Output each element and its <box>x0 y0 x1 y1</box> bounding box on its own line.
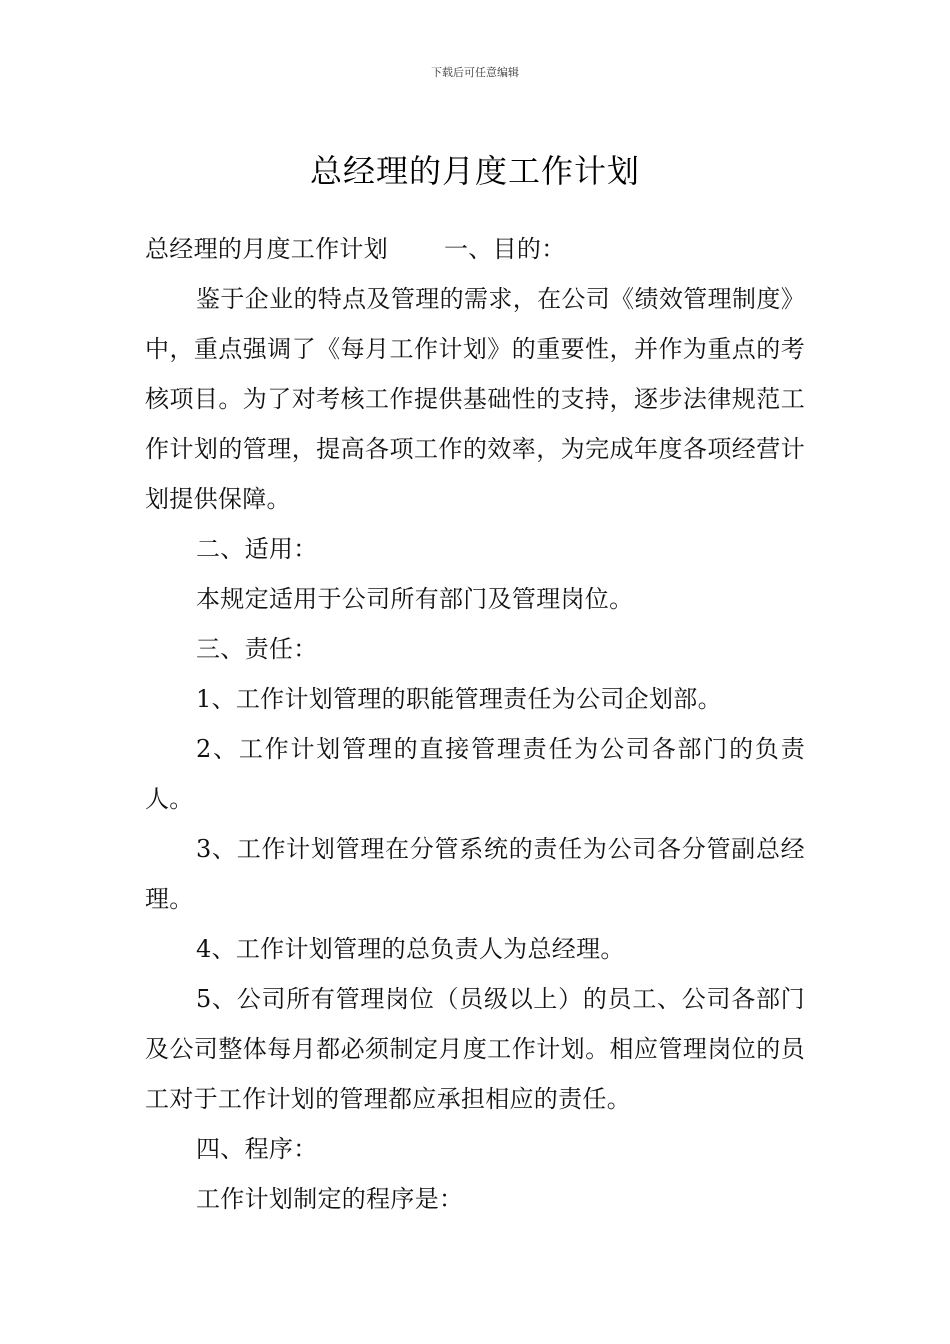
intro-title: 总经理的月度工作计划 <box>145 235 388 263</box>
paragraph-procedure: 工作计划制定的程序是： <box>196 1185 464 1213</box>
paragraph-purpose: 鉴于企业的特点及管理的需求，在公司《绩效管理制度》中，重点强调了《每月工作计划》的重要性，并作为重点的考核项目。为了对考核工作提供基础性的支持，逐步法律规范工作计划的管理，提高各项工作的效率，为完成年度各项经营计划提供保障。 <box>145 285 805 513</box>
section-heading-procedure: 四、程序： <box>196 1135 318 1163</box>
section-heading-responsibility: 三、责任： <box>196 635 318 663</box>
responsibility-item-3: 3、工作计划管理在分管系统的责任为公司各分管副总经理。 <box>145 835 805 913</box>
section-heading-purpose: 一、目的： <box>444 235 566 263</box>
responsibility-item-4: 4、工作计划管理的总负责人为总经理。 <box>196 935 625 963</box>
intro-line <box>145 224 805 274</box>
responsibility-item-5: 5、公司所有管理岗位（员级以上）的员工、公司各部门及公司整体每月都必须制定月度工作计划。相应管理岗位的员工对于工作计划的管理都应承担相应的责任。 <box>145 985 805 1113</box>
paragraph-scope: 本规定适用于公司所有部门及管理岗位。 <box>196 585 634 613</box>
header-note: 下载后可任意编辑 <box>431 66 519 79</box>
responsibility-item-1: 1、工作计划管理的职能管理责任为公司企划部。 <box>196 685 722 713</box>
section-heading-scope: 二、适用： <box>196 535 318 563</box>
responsibility-item-2: 2、工作计划管理的直接管理责任为公司各部门的负责人。 <box>145 735 805 813</box>
document-title: 总经理的月度工作计划 <box>309 152 640 191</box>
document-body <box>145 224 805 1224</box>
